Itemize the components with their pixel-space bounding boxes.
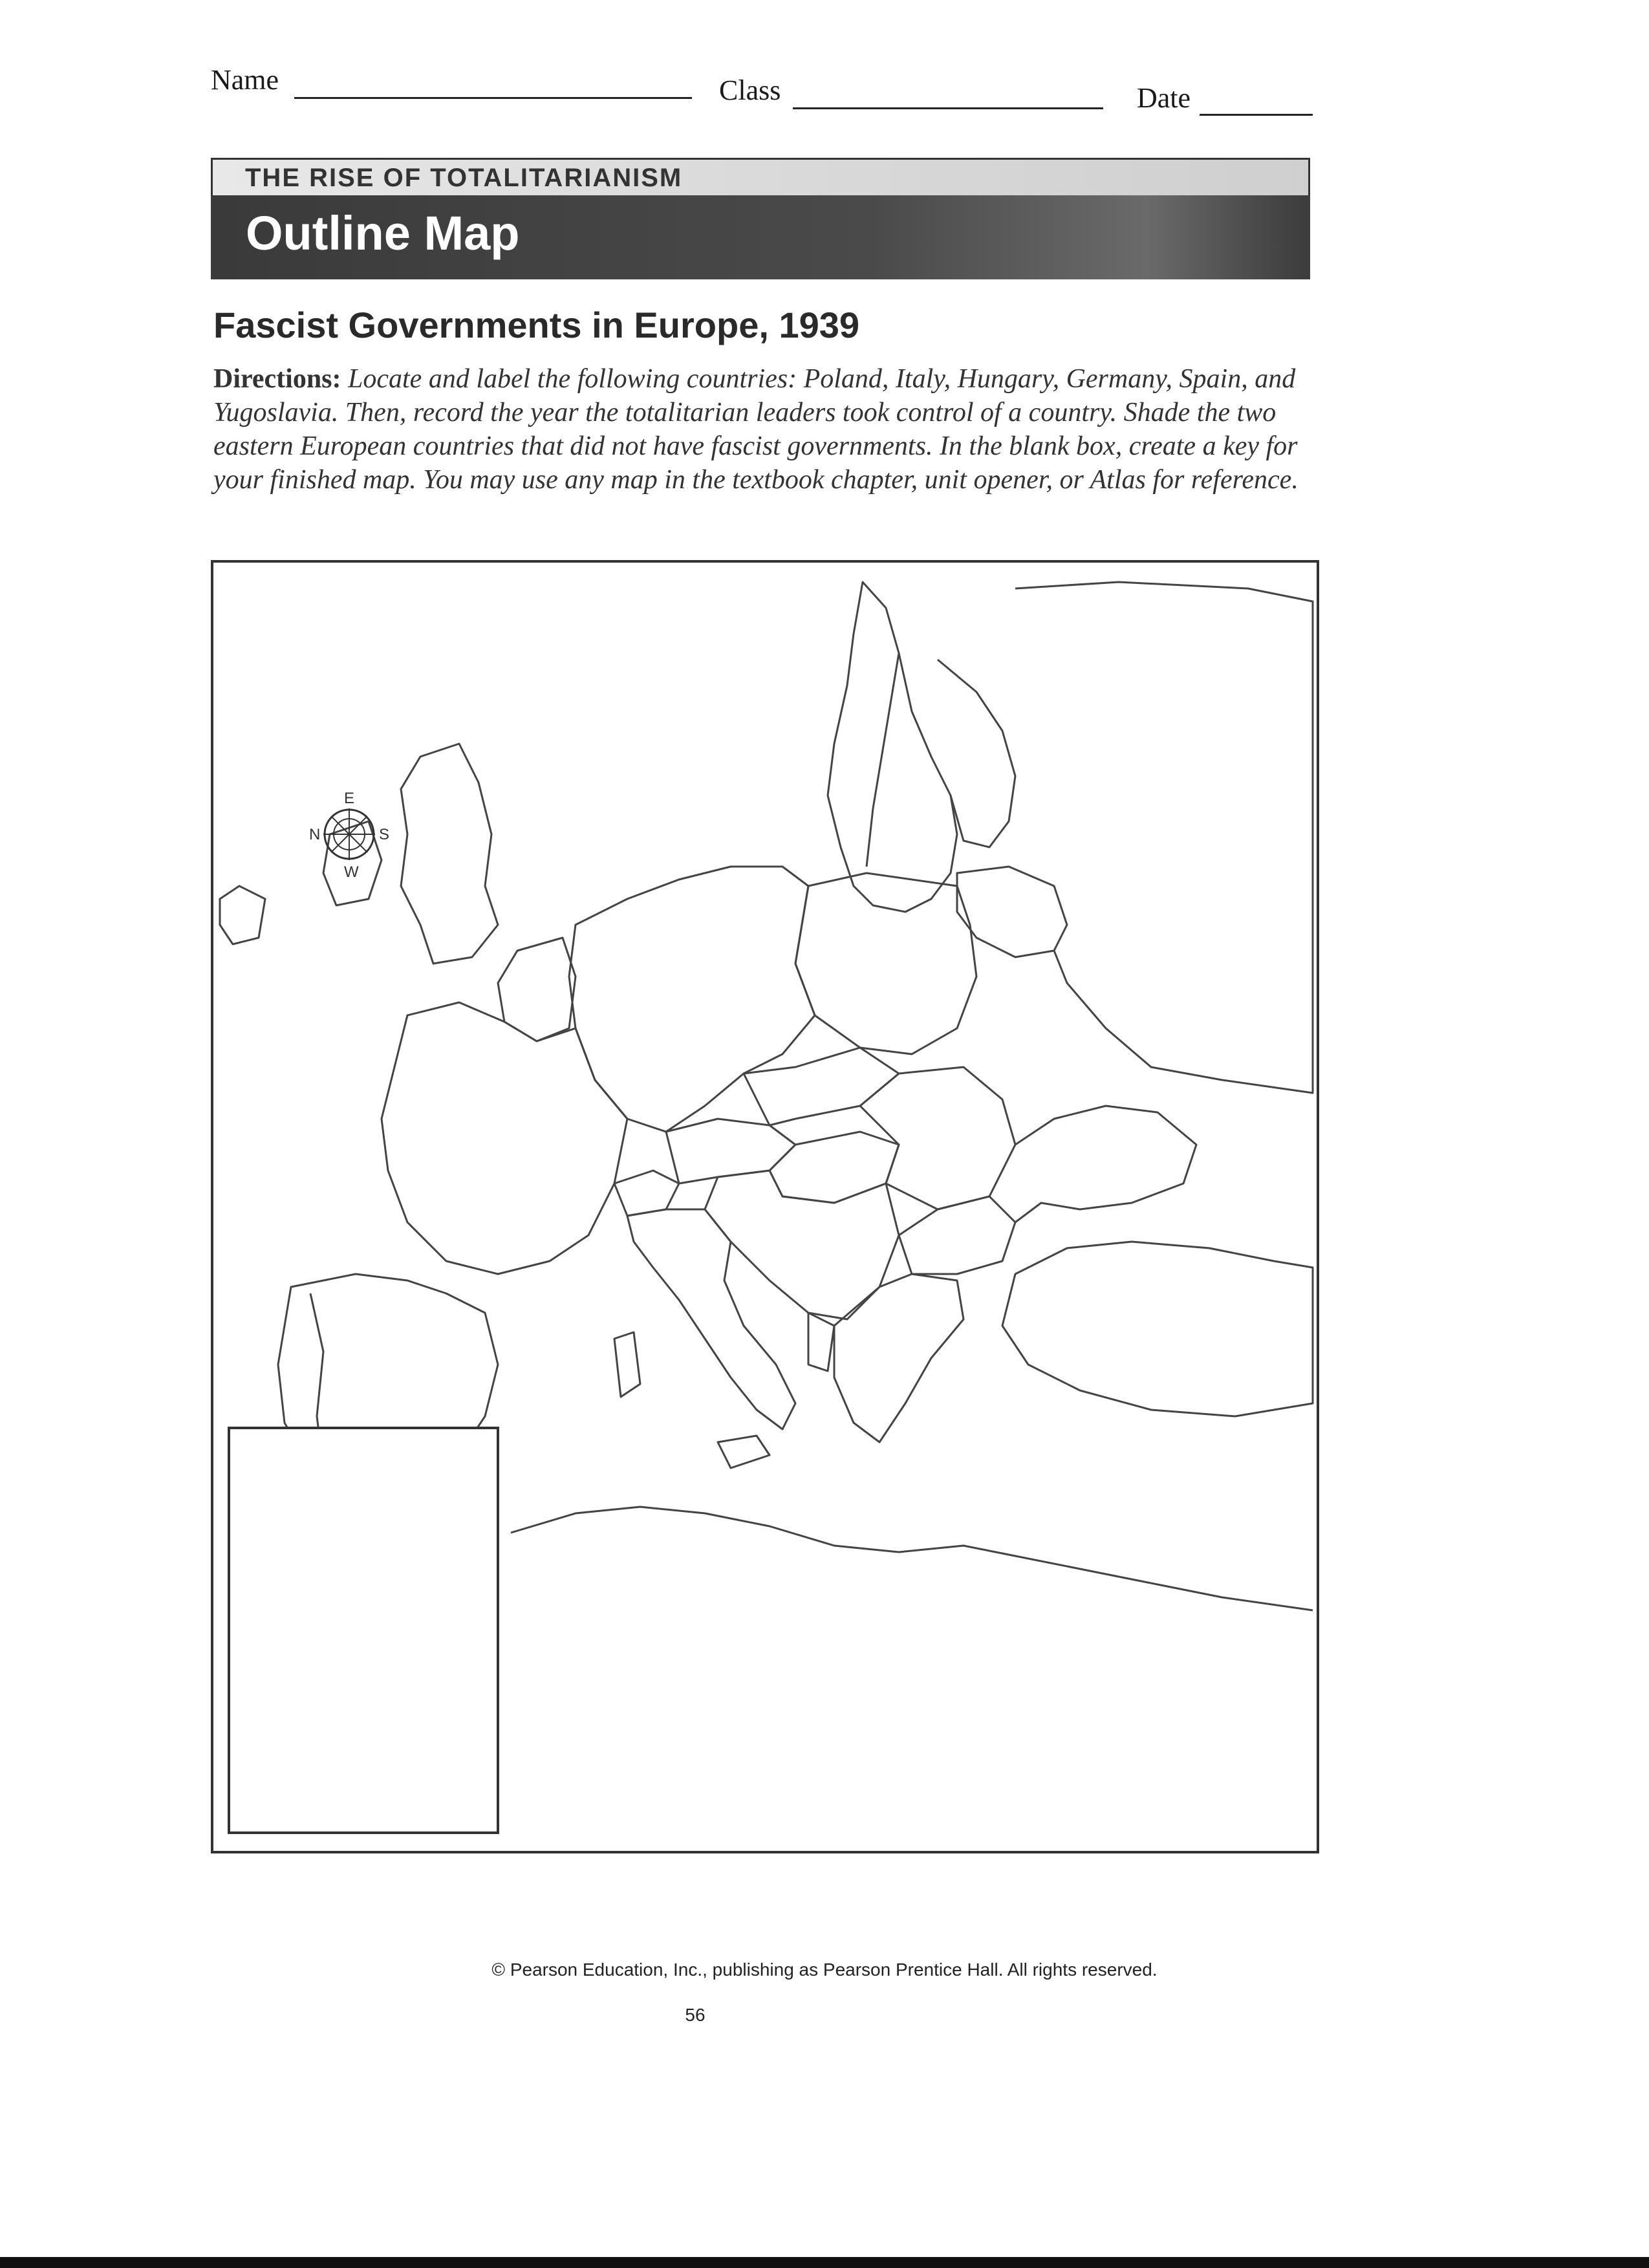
map-hungary	[770, 1132, 899, 1203]
class-label: Class	[719, 74, 781, 106]
map-bulgaria	[899, 1196, 1015, 1274]
map-turkey	[1002, 1242, 1313, 1416]
name-label: Name	[211, 64, 279, 96]
copyright-notice: © Pearson Education, Inc., publishing as Pearson Prentice Hall. All rights reserved.	[491, 1960, 1158, 1980]
compass-s: S	[379, 826, 390, 843]
map-italy	[627, 1209, 795, 1429]
directions-text: Locate and label the following countries: Poland, Italy, Hungary, Germany, Spain, and Yugoslavia. Then, record the year the totalitarian leaders took control of a country. Shade the two eastern European countries that did not have fascist governments. In the blank box, create a key for your finished map. You may use any map in the textbook chapter, unit opener, or Atlas for reference.	[213, 364, 1299, 495]
unit-title: THE RISE OF TOTALITARIANISM	[245, 164, 683, 192]
map-albania	[808, 1313, 834, 1371]
class-field[interactable]	[793, 107, 1103, 109]
compass-e: E	[344, 790, 355, 807]
compass-n: N	[309, 826, 321, 843]
map-black-sea-coast	[1015, 1106, 1196, 1222]
directions	[213, 362, 1313, 497]
map-title: Fascist Governments in Europe, 1939	[213, 305, 860, 345]
map-sicily	[718, 1436, 770, 1468]
scan-edge	[0, 2257, 1649, 2268]
map-sardinia	[614, 1332, 640, 1397]
map-sweden-border	[867, 653, 899, 867]
name-field[interactable]	[294, 97, 692, 99]
worksheet-type: Outline Map	[246, 206, 520, 260]
map-baltics	[957, 867, 1067, 957]
map-romania	[860, 1067, 1015, 1209]
compass-w: W	[344, 863, 359, 881]
map-north-africa	[511, 1507, 1313, 1610]
date-field[interactable]	[1200, 114, 1313, 116]
map-france	[382, 1002, 627, 1274]
map-poland	[795, 873, 976, 1054]
map-great-britain	[401, 744, 498, 964]
map-yugoslavia	[705, 1171, 899, 1319]
map-greece	[834, 1274, 964, 1442]
worksheet-banner	[211, 195, 1310, 279]
compass-rose	[309, 790, 389, 881]
map-ussr	[1015, 582, 1313, 1093]
map-scandinavia	[828, 582, 957, 912]
map-finland	[938, 660, 1015, 847]
date-label: Date	[1137, 82, 1191, 114]
directions-label: Directions:	[213, 364, 341, 394]
map-iceland	[220, 886, 265, 944]
unit-banner	[211, 158, 1310, 195]
map-austria	[666, 1119, 795, 1183]
page-number: 56	[685, 2005, 706, 2025]
map-key-box[interactable]	[228, 1427, 499, 1834]
map-czechoslovakia	[744, 1048, 899, 1125]
